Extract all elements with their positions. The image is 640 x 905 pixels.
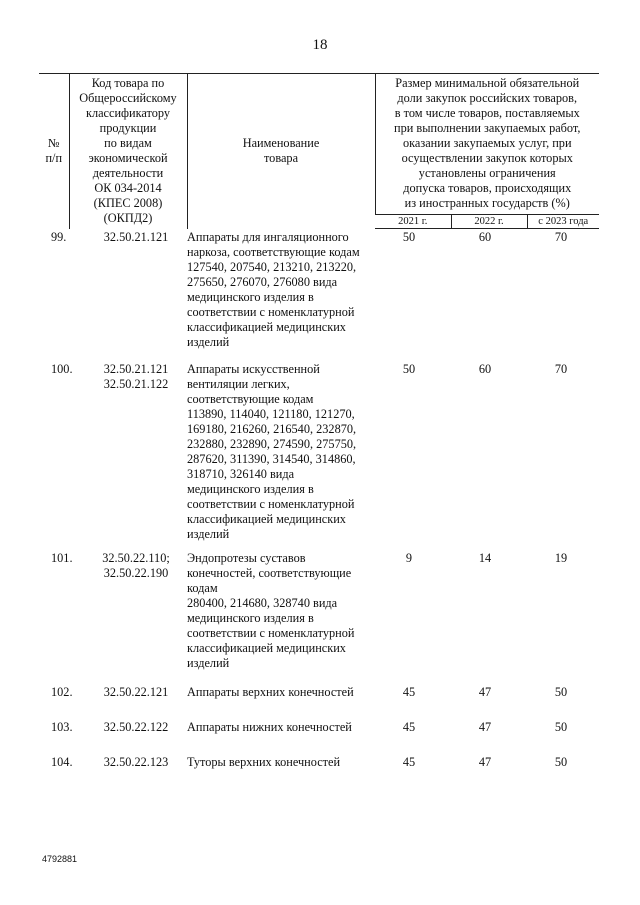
row-value-2023: 50 bbox=[554, 685, 568, 699]
row-value-2022: 47 bbox=[478, 685, 492, 699]
row-code: 32.50.22.123 bbox=[103, 755, 169, 769]
row-value-2021: 45 bbox=[402, 685, 416, 699]
row-num: 102. bbox=[51, 685, 73, 699]
row-num: 101. bbox=[51, 551, 73, 565]
row-value-2023: 70 bbox=[554, 362, 568, 376]
document-id: 4792881 bbox=[42, 854, 78, 864]
header-size: Размер минимальной обязательной доли закупок российских товаров, в том числе товаров, поставляемых при выполнении закупаемых работ, оказании закупаемых услуг, при осуществлении закупок которых установлены ограничения допуска товаров, происходящих из иностранных государств (%) bbox=[375, 74, 599, 215]
header-name: Наименование товара bbox=[187, 74, 375, 229]
row-name: Аппараты нижних конечностей bbox=[187, 720, 352, 734]
row-num: 99. bbox=[51, 230, 67, 244]
row-code: 32.50.21.121 bbox=[103, 230, 169, 244]
row-value-2022: 60 bbox=[478, 230, 492, 244]
row-value-2022: 60 bbox=[478, 362, 492, 376]
table-header bbox=[39, 73, 599, 229]
row-value-2023: 70 bbox=[554, 230, 568, 244]
row-name: Эндопротезы суставов конечностей, соответствующие кодам 280400, 214680, 328740 вида медицинского изделия в соответствии с номенклатурной классификацией медицинских изделий bbox=[187, 551, 355, 670]
row-num: 100. bbox=[51, 362, 73, 376]
row-num: 104. bbox=[51, 755, 73, 769]
row-code: 32.50.22.122 bbox=[103, 720, 169, 734]
row-name: Туторы верхних конечностей bbox=[187, 755, 341, 769]
row-value-2022: 47 bbox=[478, 755, 492, 769]
page-number: 18 bbox=[312, 37, 328, 53]
header-code: Код товара по Общероссийскому классификатору продукции по видам экономической деятельности ОК 034-2014 (КПЕС 2008) (ОКПД2) bbox=[69, 74, 187, 229]
row-code: 32.50.21.121 32.50.21.122 bbox=[103, 362, 169, 391]
row-name: Аппараты верхних конечностей bbox=[187, 685, 354, 699]
row-name: Аппараты для ингаляционного наркоза, соответствующие кодам 127540, 207540, 213210, 213220, 275650, 276070, 276080 вида медицинского изделия в соответствии с номенклатурной классификацией медицинских изделий bbox=[187, 230, 360, 349]
row-value-2021: 50 bbox=[402, 230, 416, 244]
row-name: Аппараты искусственной вентиляции легких, соответствующие кодам 113890, 114040, 121180, 121270, 169180, 216260, 216540, 232870, 232880, 232890, 274590, 275750, 287620, 311390, 314540, 314860, 318710, 326140 вида медицинского изделия в соответствии с номенклатурной классификацией медицинских изделий bbox=[187, 362, 357, 541]
header-year-2021: 2021 г. bbox=[375, 215, 451, 229]
row-value-2023: 19 bbox=[554, 551, 568, 565]
row-value-2022: 14 bbox=[478, 551, 492, 565]
row-value-2023: 50 bbox=[554, 720, 568, 734]
row-code: 32.50.22.121 bbox=[103, 685, 169, 699]
header-num: № п/п bbox=[39, 74, 69, 229]
row-value-2021: 50 bbox=[402, 362, 416, 376]
row-value-2023: 50 bbox=[554, 755, 568, 769]
row-value-2022: 47 bbox=[478, 720, 492, 734]
row-code: 32.50.22.110; 32.50.22.190 bbox=[102, 551, 170, 580]
row-value-2021: 9 bbox=[405, 551, 413, 565]
row-num: 103. bbox=[51, 720, 73, 734]
header-year-2022: 2022 г. bbox=[451, 215, 527, 229]
header-year-2023: с 2023 года bbox=[527, 215, 599, 229]
row-value-2021: 45 bbox=[402, 755, 416, 769]
row-value-2021: 45 bbox=[402, 720, 416, 734]
